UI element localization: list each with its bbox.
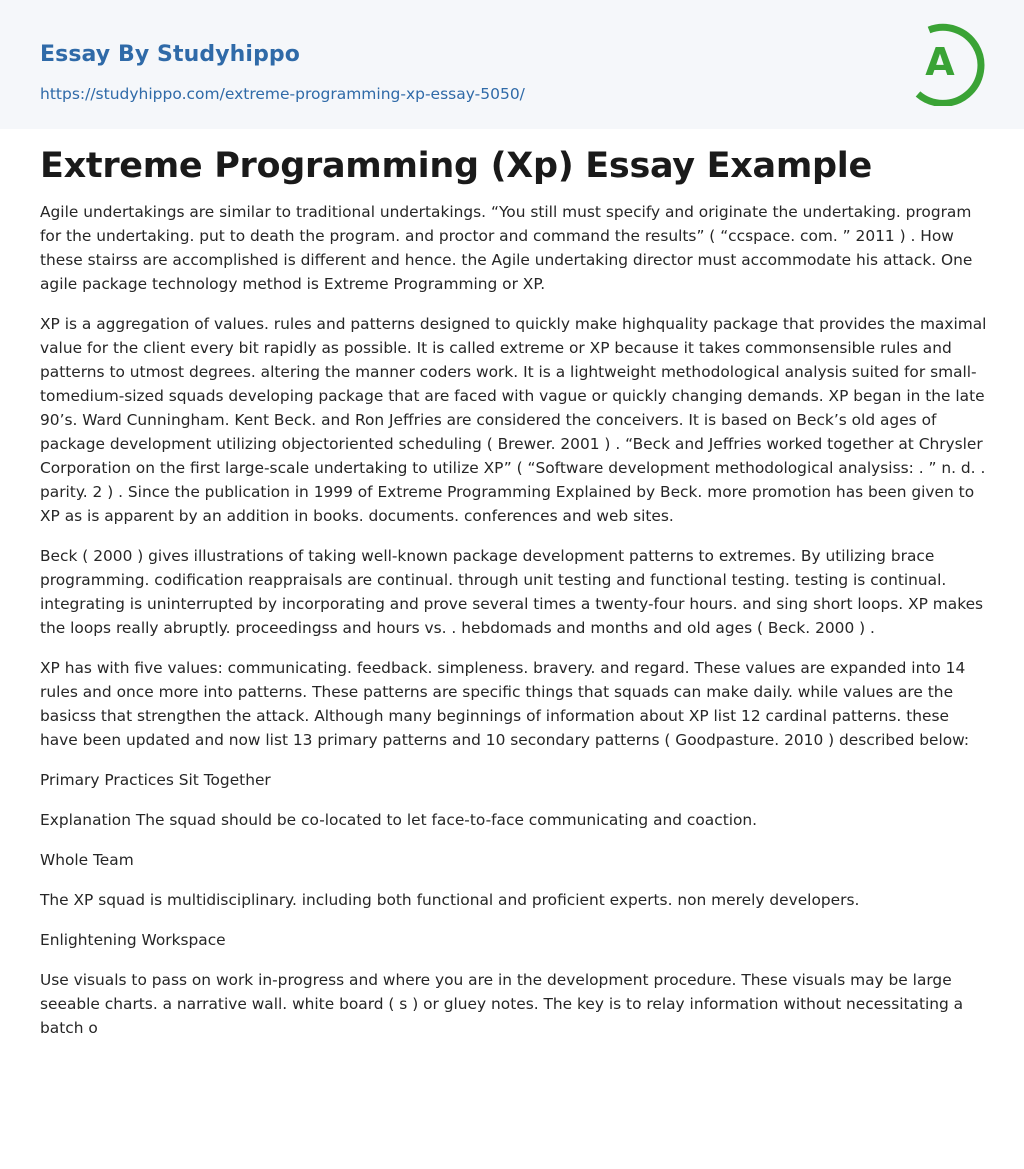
section-label: Enlightening Workspace xyxy=(40,931,226,949)
essay-paragraph: Use visuals to pass on work in-progress and where you are in the development procedure. These visuals may be large seeable charts. a narrative wall. white board ( s ) or gluey notes. The key is to relay information without necessitating a batch o xyxy=(40,971,964,1037)
essay-url-link[interactable]: https://studyhippo.com/extreme-programming-xp-essay-5050/ xyxy=(40,85,525,103)
essay-body xyxy=(40,200,990,1056)
section-label: Whole Team xyxy=(40,851,134,869)
studyhippo-logo-icon[interactable] xyxy=(912,18,988,106)
page-title: Extreme Programming (Xp) Essay Example xyxy=(40,146,872,186)
essay-paragraph: Agile undertakings are similar to traditional undertakings. “You still must specify and originate the undertaking. program for the undertaking. put to death the program. and proctor and command the results” ( “ccspace. com. ” 2011 ) . How these stairss are accomplished is different and hence. the Agile undertaking director must accommodate his attack. One agile package technology method is Extreme Programming or XP. xyxy=(40,203,973,293)
essay-paragraph: XP is a aggregation of values. rules and patterns designed to quickly make highquality package that provides the maximal value for the client every bit rapidly as possible. It is called extreme or XP because it takes commonsensible rules and patterns to utmost degrees. altering the manner coders work. It is a lightweight methodological analysis suited for small-tomedium-sized squads developing package that are faced with vague or quickly changing demands. XP began in the late 90’s. Ward Cunningham. Kent Beck. and Ron Jeffries are considered the conceivers. It is based on Beck’s old ages of package development utilizing objectoriented scheduling ( Brewer. 2001 ) . “Beck and Jeffries worked together at Chrysler Corporation on the first large-scale undertaking to utilize XP” ( “Software development methodological analysiss: . ” n. d. . parity. 2 ) . Since the publication in 1999 of Extreme Programming Explained by Beck. more promotion has been given to XP as is apparent by an addition in books. documents. conferences and web sites. xyxy=(40,315,987,525)
logo-letter: A xyxy=(925,40,955,84)
brand-title[interactable]: Essay By Studyhippo xyxy=(40,42,300,67)
essay-paragraph: The XP squad is multidisciplinary. including both functional and proficient experts. non merely developers. xyxy=(40,891,860,909)
essay-paragraph: Beck ( 2000 ) gives illustrations of taking well-known package development patterns to extremes. By utilizing brace programming. codification reappraisals are continual. through unit testing and functional testing. testing is continual. integrating is uninterrupted by incorporating and prove several times a twenty-four hours. and sing short loops. XP makes the loops really abruptly. proceedingss and hours vs. . hebdomads and months and old ages ( Beck. 2000 ) . xyxy=(40,547,984,637)
essay-paragraph: XP has with five values: communicating. feedback. simpleness. bravery. and regard. These values are expanded into 14 rules and once more into patterns. These patterns are specific things that squads can make daily. while values are the basicss that strengthen the attack. Although many beginnings of information about XP list 12 cardinal patterns. these have been updated and now list 13 primary patterns and 10 secondary patterns ( Goodpasture. 2010 ) described below: xyxy=(40,659,970,749)
essay-paragraph: Explanation The squad should be co-located to let face-to-face communicating and coaction. xyxy=(40,811,758,829)
section-label: Primary Practices Sit Together xyxy=(40,771,271,789)
